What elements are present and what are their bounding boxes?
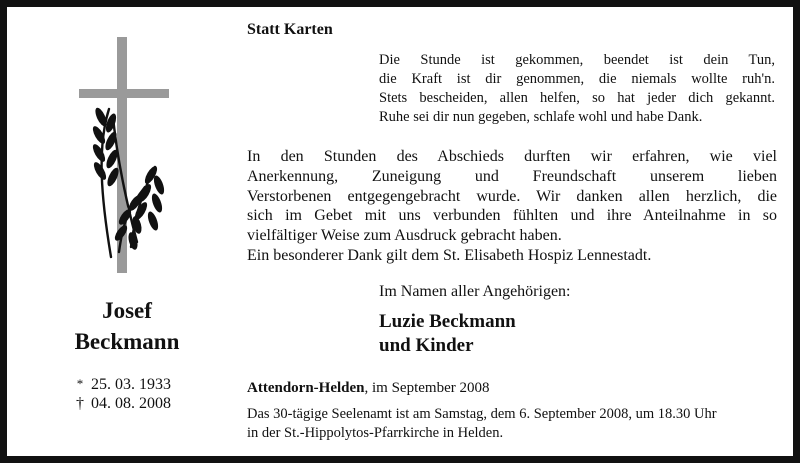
footer-line: Das 30-tägige Seelenamt ist am Samstag, dem 6. September 2008, um 18.30 Uhr	[247, 406, 717, 422]
poem-line: Die Stunde ist gekommen, beendet ist dein Tun,	[379, 52, 775, 68]
signature-name: Luzie Beckmann	[379, 311, 516, 332]
place: Attendorn-Helden	[247, 380, 365, 396]
signature-family: und Kinder	[379, 335, 474, 356]
signature	[379, 310, 516, 358]
body-line: Anerkennung, Zuneigung und Freundschaft unserem lieben	[247, 167, 777, 185]
death-dagger-icon: †	[76, 395, 84, 412]
poem	[379, 51, 775, 127]
thank-you-text	[247, 147, 777, 266]
footer-line: in der St.-Hippolytos-Pfarrkirche in Helden.	[247, 425, 504, 441]
poem-line: Stets bescheiden, allen helfen, so hat jeder dich gekannt.	[379, 90, 775, 106]
place-date-line	[247, 380, 489, 397]
body-line: In den Stunden des Abschieds durften wir erfahren, wie viel	[247, 148, 777, 165]
birth-date-line	[69, 374, 171, 395]
body-line: sich im Gebet mit uns verbunden fühlten und ihre Anteilnahme in so	[247, 207, 777, 225]
death-date-line	[69, 394, 171, 414]
body-line: vielfältiger Weise zum Ausdruck gebracht haben.	[247, 227, 562, 245]
place-date: , im September 2008	[364, 380, 490, 396]
birth-date: 25. 03. 1933	[91, 376, 171, 393]
signature-intro: Im Namen aller Angehörigen:	[379, 283, 571, 300]
deceased-first-name: Josef	[102, 298, 152, 323]
deceased-last-name: Beckmann	[74, 329, 180, 354]
body-line: Verstorbenen entgegengebracht wurde. Wir danken allen herzlich, die	[247, 187, 777, 205]
death-date: 04. 08. 2008	[91, 395, 171, 412]
poem-line: Ruhe sei dir nun gegeben, schlafe wohl und habe Dank.	[379, 109, 703, 125]
body-line: Ein besonderer Dank gilt dem St. Elisabeth Hospiz Lennestadt.	[247, 246, 652, 264]
cross-with-wheat-icon	[65, 37, 185, 277]
poem-line: die Kraft ist dir genommen, die niemals wollte ruh'n.	[379, 71, 775, 87]
memorial-mass-info	[247, 405, 787, 443]
birth-star-icon: *	[76, 376, 84, 391]
heading-statt-karten: Statt Karten	[247, 21, 333, 38]
